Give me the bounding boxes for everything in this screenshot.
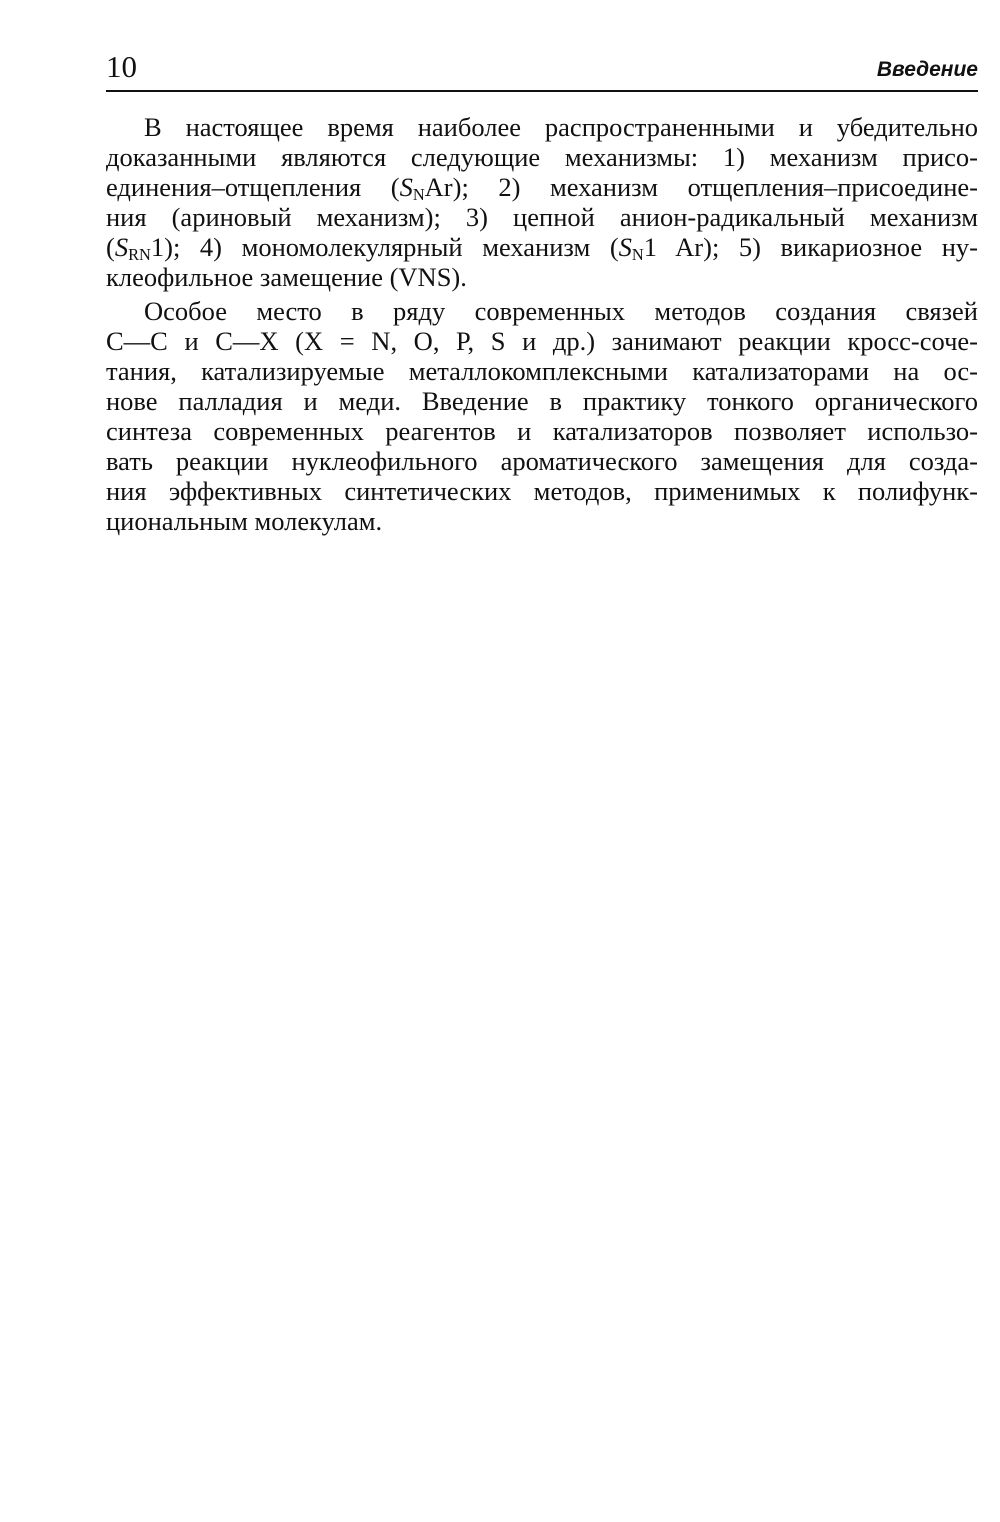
text-line: (SRN1); 4) мономолекулярный механизм (SN1 Ar); 5) викариозное ну- <box>106 232 978 264</box>
body-text <box>106 112 978 540</box>
text-line: нове палладия и меди. Введение в практику тонкого органического <box>106 386 978 416</box>
paragraph-1 <box>106 112 978 292</box>
text-line: единения–отщепления (SNAr); 2) механизм отщепления–присоедине- <box>106 172 978 204</box>
text-line: ния эффективных синтетических методов, применимых к полифунк- <box>106 476 978 506</box>
text-line: В настоящее время наиболее распространенными и убедительно <box>144 112 978 142</box>
text-line: ния (ариновый механизм); 3) цепной анион-радикальный механизм <box>106 202 978 232</box>
subscript: N <box>631 244 644 264</box>
text-line: циональным молекулам. <box>106 506 383 536</box>
mechanism-symbol: S <box>114 232 129 262</box>
text-line: тания, катализируемые металлокомплексными катализаторами на ос- <box>106 356 978 386</box>
section-title: Введение <box>876 58 978 81</box>
mechanism-symbol: S <box>399 172 413 202</box>
subscript: RN <box>128 244 151 264</box>
text-line: синтеза современных реагентов и катализаторов позволяет использо- <box>106 416 978 446</box>
text-line: доказанными являются следующие механизмы: 1) механизм присо- <box>106 142 978 172</box>
mechanism-symbol: S <box>618 232 632 262</box>
subscript: N <box>412 184 425 204</box>
text-line: Особое место в ряду современных методов создания связей <box>144 296 978 326</box>
page-number: 10 <box>106 49 137 84</box>
paragraph-2 <box>106 296 978 536</box>
text-line: вать реакции нуклеофильного ароматического замещения для созда- <box>106 446 978 476</box>
running-head <box>106 50 978 92</box>
text-line: С—С и С—Х (Х = N, О, Р, S и др.) занимают реакции кросс-соче- <box>106 326 978 356</box>
text-line: клеофильное замещение (VNS). <box>106 262 467 292</box>
